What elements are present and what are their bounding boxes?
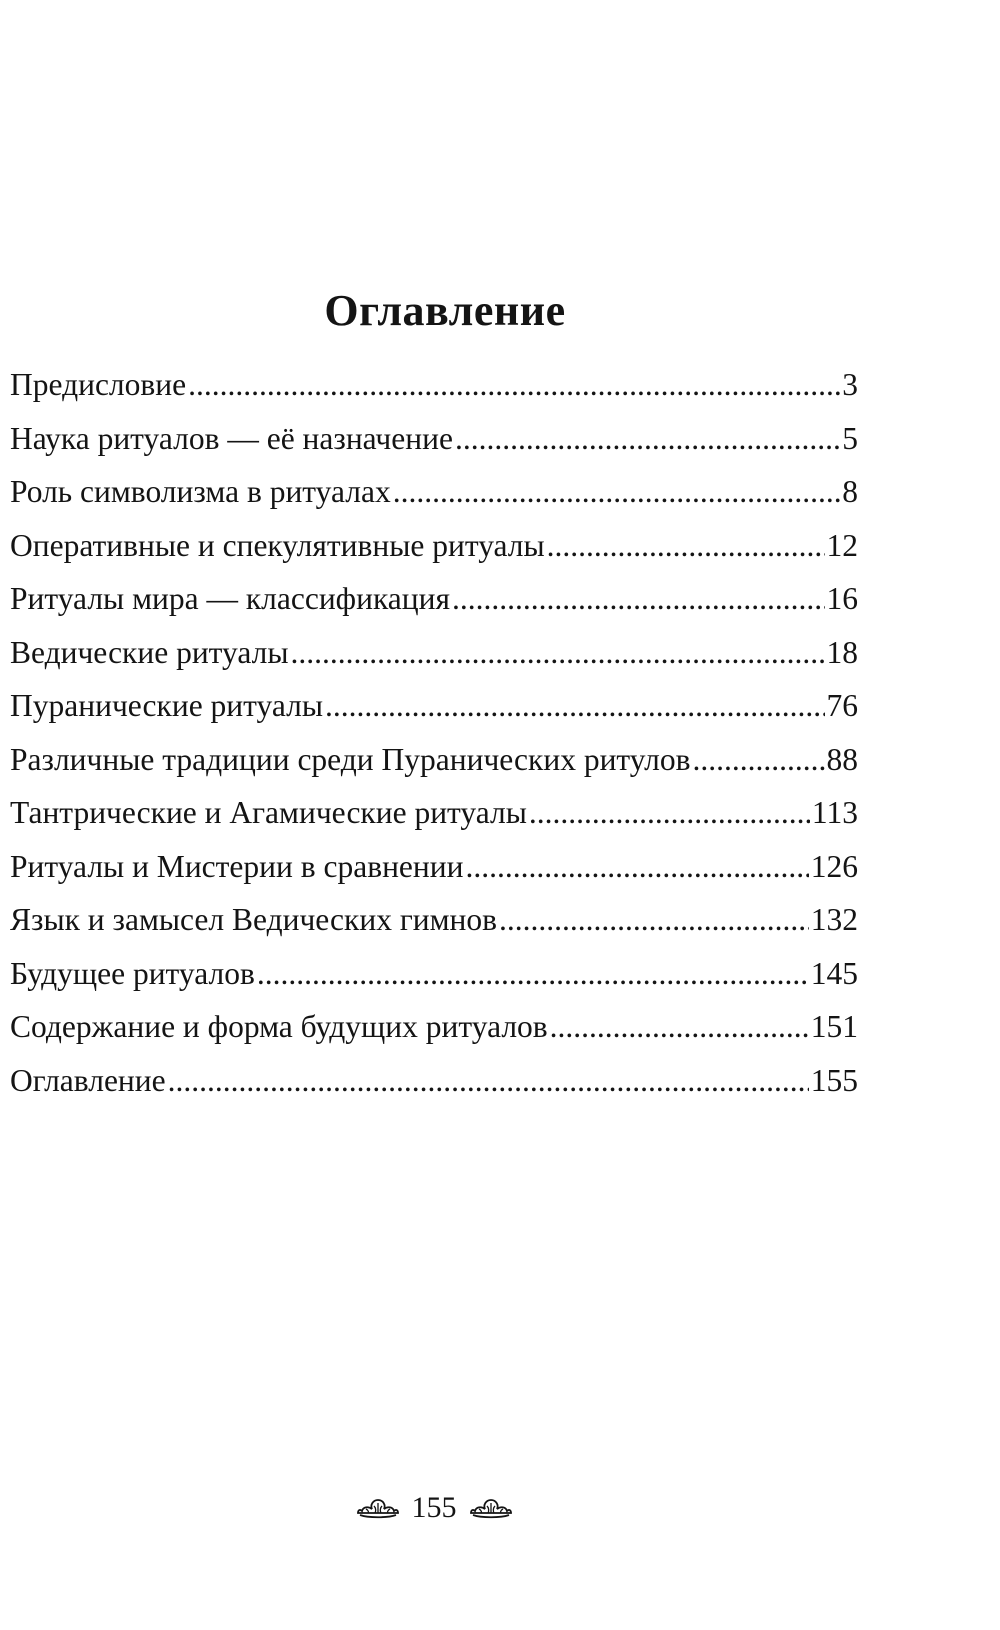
toc-entry (10, 848, 858, 902)
toc-entry-page: 155 (810, 1062, 858, 1098)
toc-entry (10, 580, 858, 634)
toc-entry (10, 794, 858, 848)
toc-entry (10, 527, 858, 581)
toc-entry-title: Предисловие (10, 367, 187, 402)
toc-entry-page: 8 (842, 474, 858, 509)
toc-entry-title: Оглавление (10, 1062, 166, 1098)
dot-leader (693, 741, 825, 779)
toc-entry (10, 634, 858, 688)
page-number: 155 (411, 1491, 457, 1524)
toc-entry-title: Пуранические ритуалы (10, 688, 323, 723)
dot-leader (188, 366, 840, 404)
dot-leader (466, 848, 809, 886)
toc-entry (10, 955, 858, 1009)
floral-ornament-icon (469, 1496, 513, 1520)
toc-entry-title: Ведические ритуалы (10, 634, 289, 670)
toc-entry-page: 16 (826, 581, 858, 616)
toc-entry-page: 145 (810, 955, 858, 991)
toc-entry-title: Тантрические и Агамические ритуалы (10, 795, 527, 830)
toc-entry-page: 3 (842, 367, 858, 402)
toc-entry-page: 151 (810, 1009, 858, 1044)
toc-entry-page: 12 (826, 527, 858, 563)
toc-entry-page: 132 (810, 902, 858, 937)
dot-leader (455, 420, 840, 458)
toc-entry (10, 420, 858, 474)
dot-leader (325, 687, 825, 725)
toc-entry (10, 366, 858, 420)
toc-entry-page: 113 (811, 795, 858, 830)
toc-entry-title: Ритуалы мира — классификация (10, 581, 450, 616)
toc-entry-title: Роль символизма в ритуалах (10, 474, 391, 509)
toc-entry (10, 741, 858, 795)
toc-entry-title: Наука ритуалов — её назначение (10, 420, 453, 456)
page-footer (0, 1490, 868, 1526)
toc-entry-title: Содержание и форма будущих ритуалов (10, 1009, 548, 1044)
toc-entry-page: 88 (826, 741, 858, 777)
toc-entry-title: Язык и замысел Ведических гимнов (10, 902, 498, 937)
dot-leader (257, 955, 809, 993)
toc-entry (10, 1008, 858, 1062)
dot-leader (547, 527, 825, 565)
dot-leader (499, 901, 809, 939)
dot-leader (168, 1062, 809, 1100)
floral-ornament-icon (356, 1496, 400, 1520)
toc-entry (10, 473, 858, 527)
toc-entry (10, 687, 858, 741)
dot-leader (393, 473, 841, 511)
dot-leader (529, 794, 810, 832)
table-of-contents (10, 366, 858, 1115)
toc-entry-title: Ритуалы и Мистерии в сравнении (10, 848, 464, 884)
toc-entry (10, 1062, 858, 1116)
toc-entry-title: Будущее ритуалов (10, 955, 255, 991)
dot-leader (452, 580, 825, 618)
toc-entry-page: 76 (826, 688, 858, 723)
toc-entry-page: 126 (810, 848, 858, 884)
dot-leader (291, 634, 825, 672)
toc-entry-title: Различные традиции среди Пуранических ритулов (10, 741, 691, 777)
toc-entry (10, 901, 858, 955)
toc-entry-page: 18 (826, 634, 858, 670)
page-title: Оглавление (324, 286, 566, 336)
toc-entry-title: Оперативные и спекулятивные ритуалы (10, 527, 545, 563)
dot-leader (550, 1008, 809, 1046)
toc-entry-page: 5 (842, 420, 858, 456)
